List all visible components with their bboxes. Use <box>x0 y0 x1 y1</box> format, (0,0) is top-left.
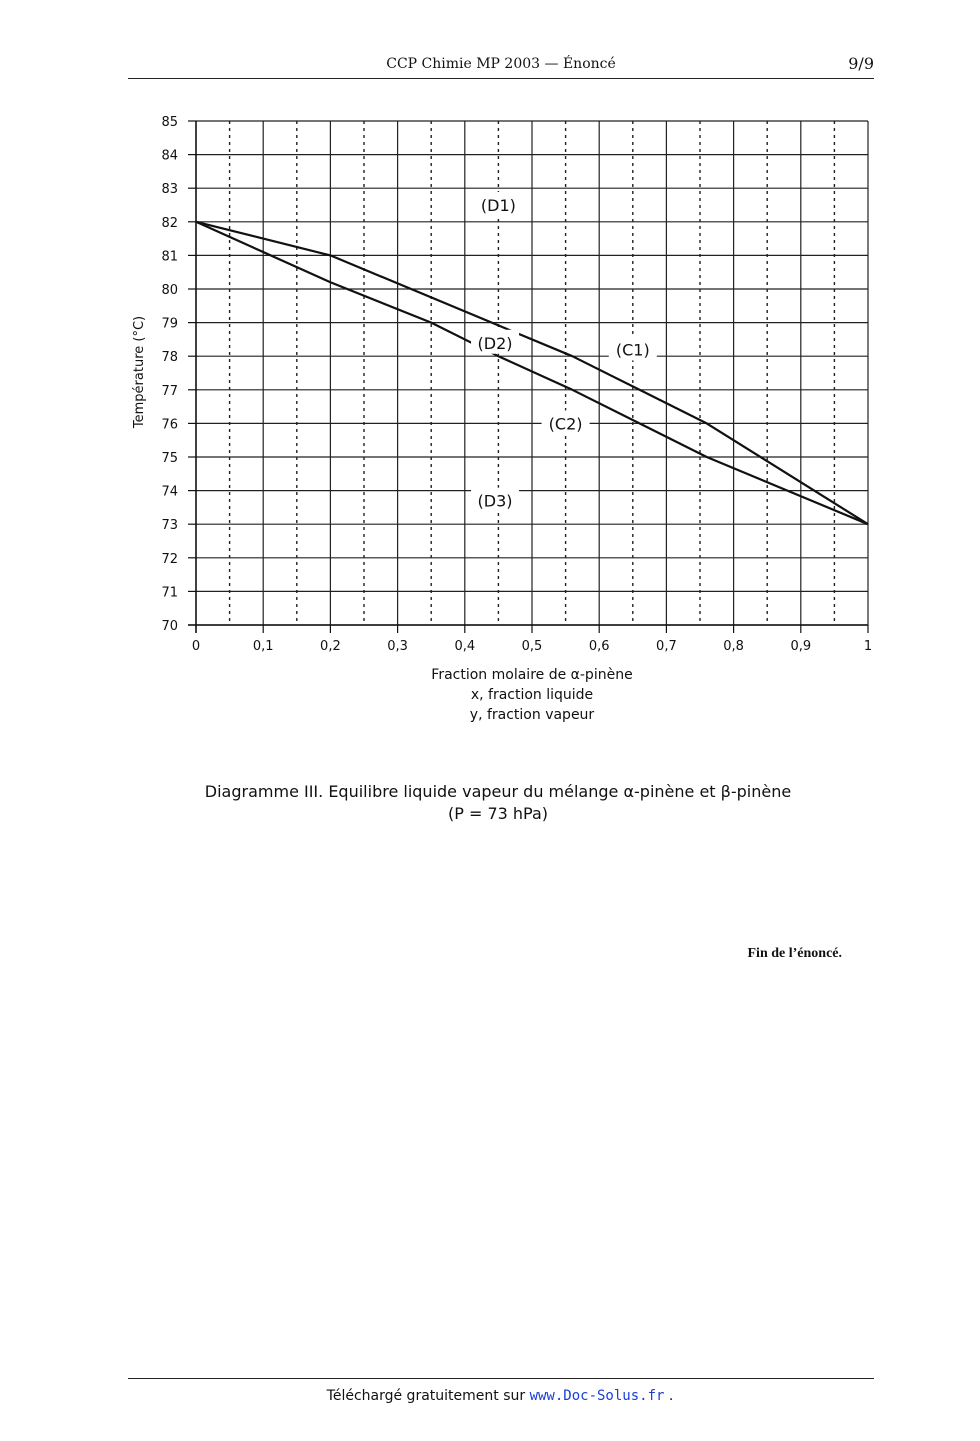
chart-grid <box>196 121 868 625</box>
y-tick-label: 80 <box>161 283 178 298</box>
y-tick-label: 85 <box>161 115 178 130</box>
y-tick-label: 74 <box>161 484 178 500</box>
figure-caption-line-2: (P = 73 hPa) <box>447 804 549 823</box>
x-tick-label: 0,9 <box>790 639 812 654</box>
footer <box>0 1388 980 1404</box>
x-tick-label: 0,1 <box>252 639 274 654</box>
y-tick-label: 72 <box>161 551 178 567</box>
y-tick-label: 78 <box>161 350 178 366</box>
region-label: (D3) <box>477 491 513 511</box>
footer-suffix: . <box>668 1388 674 1404</box>
region-label: (C1) <box>615 340 650 360</box>
y-tick-label: 82 <box>161 215 178 231</box>
y-tick-label: 83 <box>161 182 178 198</box>
y-tick-label: 76 <box>161 417 178 433</box>
header-title: CCP Chimie MP 2003 — Énoncé <box>386 56 616 72</box>
page-number: 9/9 <box>848 54 874 73</box>
x-tick-label: 0,6 <box>588 639 610 654</box>
y-tick-label: 70 <box>161 619 178 634</box>
y-tick-label: 71 <box>161 585 178 601</box>
x-tick-label: 0 <box>191 639 201 654</box>
footer-prefix: Téléchargé gratuitement sur <box>326 1388 526 1404</box>
x-tick-label: 0,8 <box>723 639 744 654</box>
x-axis-label-line-1: Fraction molaire de α-pinène <box>431 667 633 683</box>
region-label: (C2) <box>548 414 583 434</box>
footer-link[interactable]: www.Doc-Solus.fr <box>529 1388 665 1404</box>
x-tick-label: 0,5 <box>521 639 543 654</box>
y-tick-label: 84 <box>161 148 178 164</box>
figure-caption-line-1: Diagramme III. Equilibre liquide vapeur du mélange α-pinène et β-pinène <box>204 782 792 801</box>
x-axis-label-line-3: y, fraction vapeur <box>469 707 595 723</box>
end-note: Fin de l’énoncé. <box>747 946 842 961</box>
y-tick-label: 77 <box>161 383 178 399</box>
x-tick-label: 0,3 <box>387 639 408 654</box>
footer-divider <box>128 1378 874 1379</box>
region-label: (D1) <box>480 196 516 215</box>
y-tick-label: 79 <box>161 316 178 332</box>
y-axis-label: Température (°C) <box>132 315 147 429</box>
x-tick-label: 0,4 <box>454 639 476 654</box>
y-tick-label: 75 <box>161 451 178 466</box>
region-label: (D2) <box>477 333 513 353</box>
x-tick-label: 0,7 <box>656 639 677 654</box>
x-tick-label: 0,2 <box>320 639 341 654</box>
x-tick-label: 1 <box>863 639 873 654</box>
x-axis-label-line-2: x, fraction liquide <box>470 687 594 703</box>
y-tick-label: 73 <box>161 518 178 534</box>
y-tick-label: 81 <box>161 249 178 265</box>
